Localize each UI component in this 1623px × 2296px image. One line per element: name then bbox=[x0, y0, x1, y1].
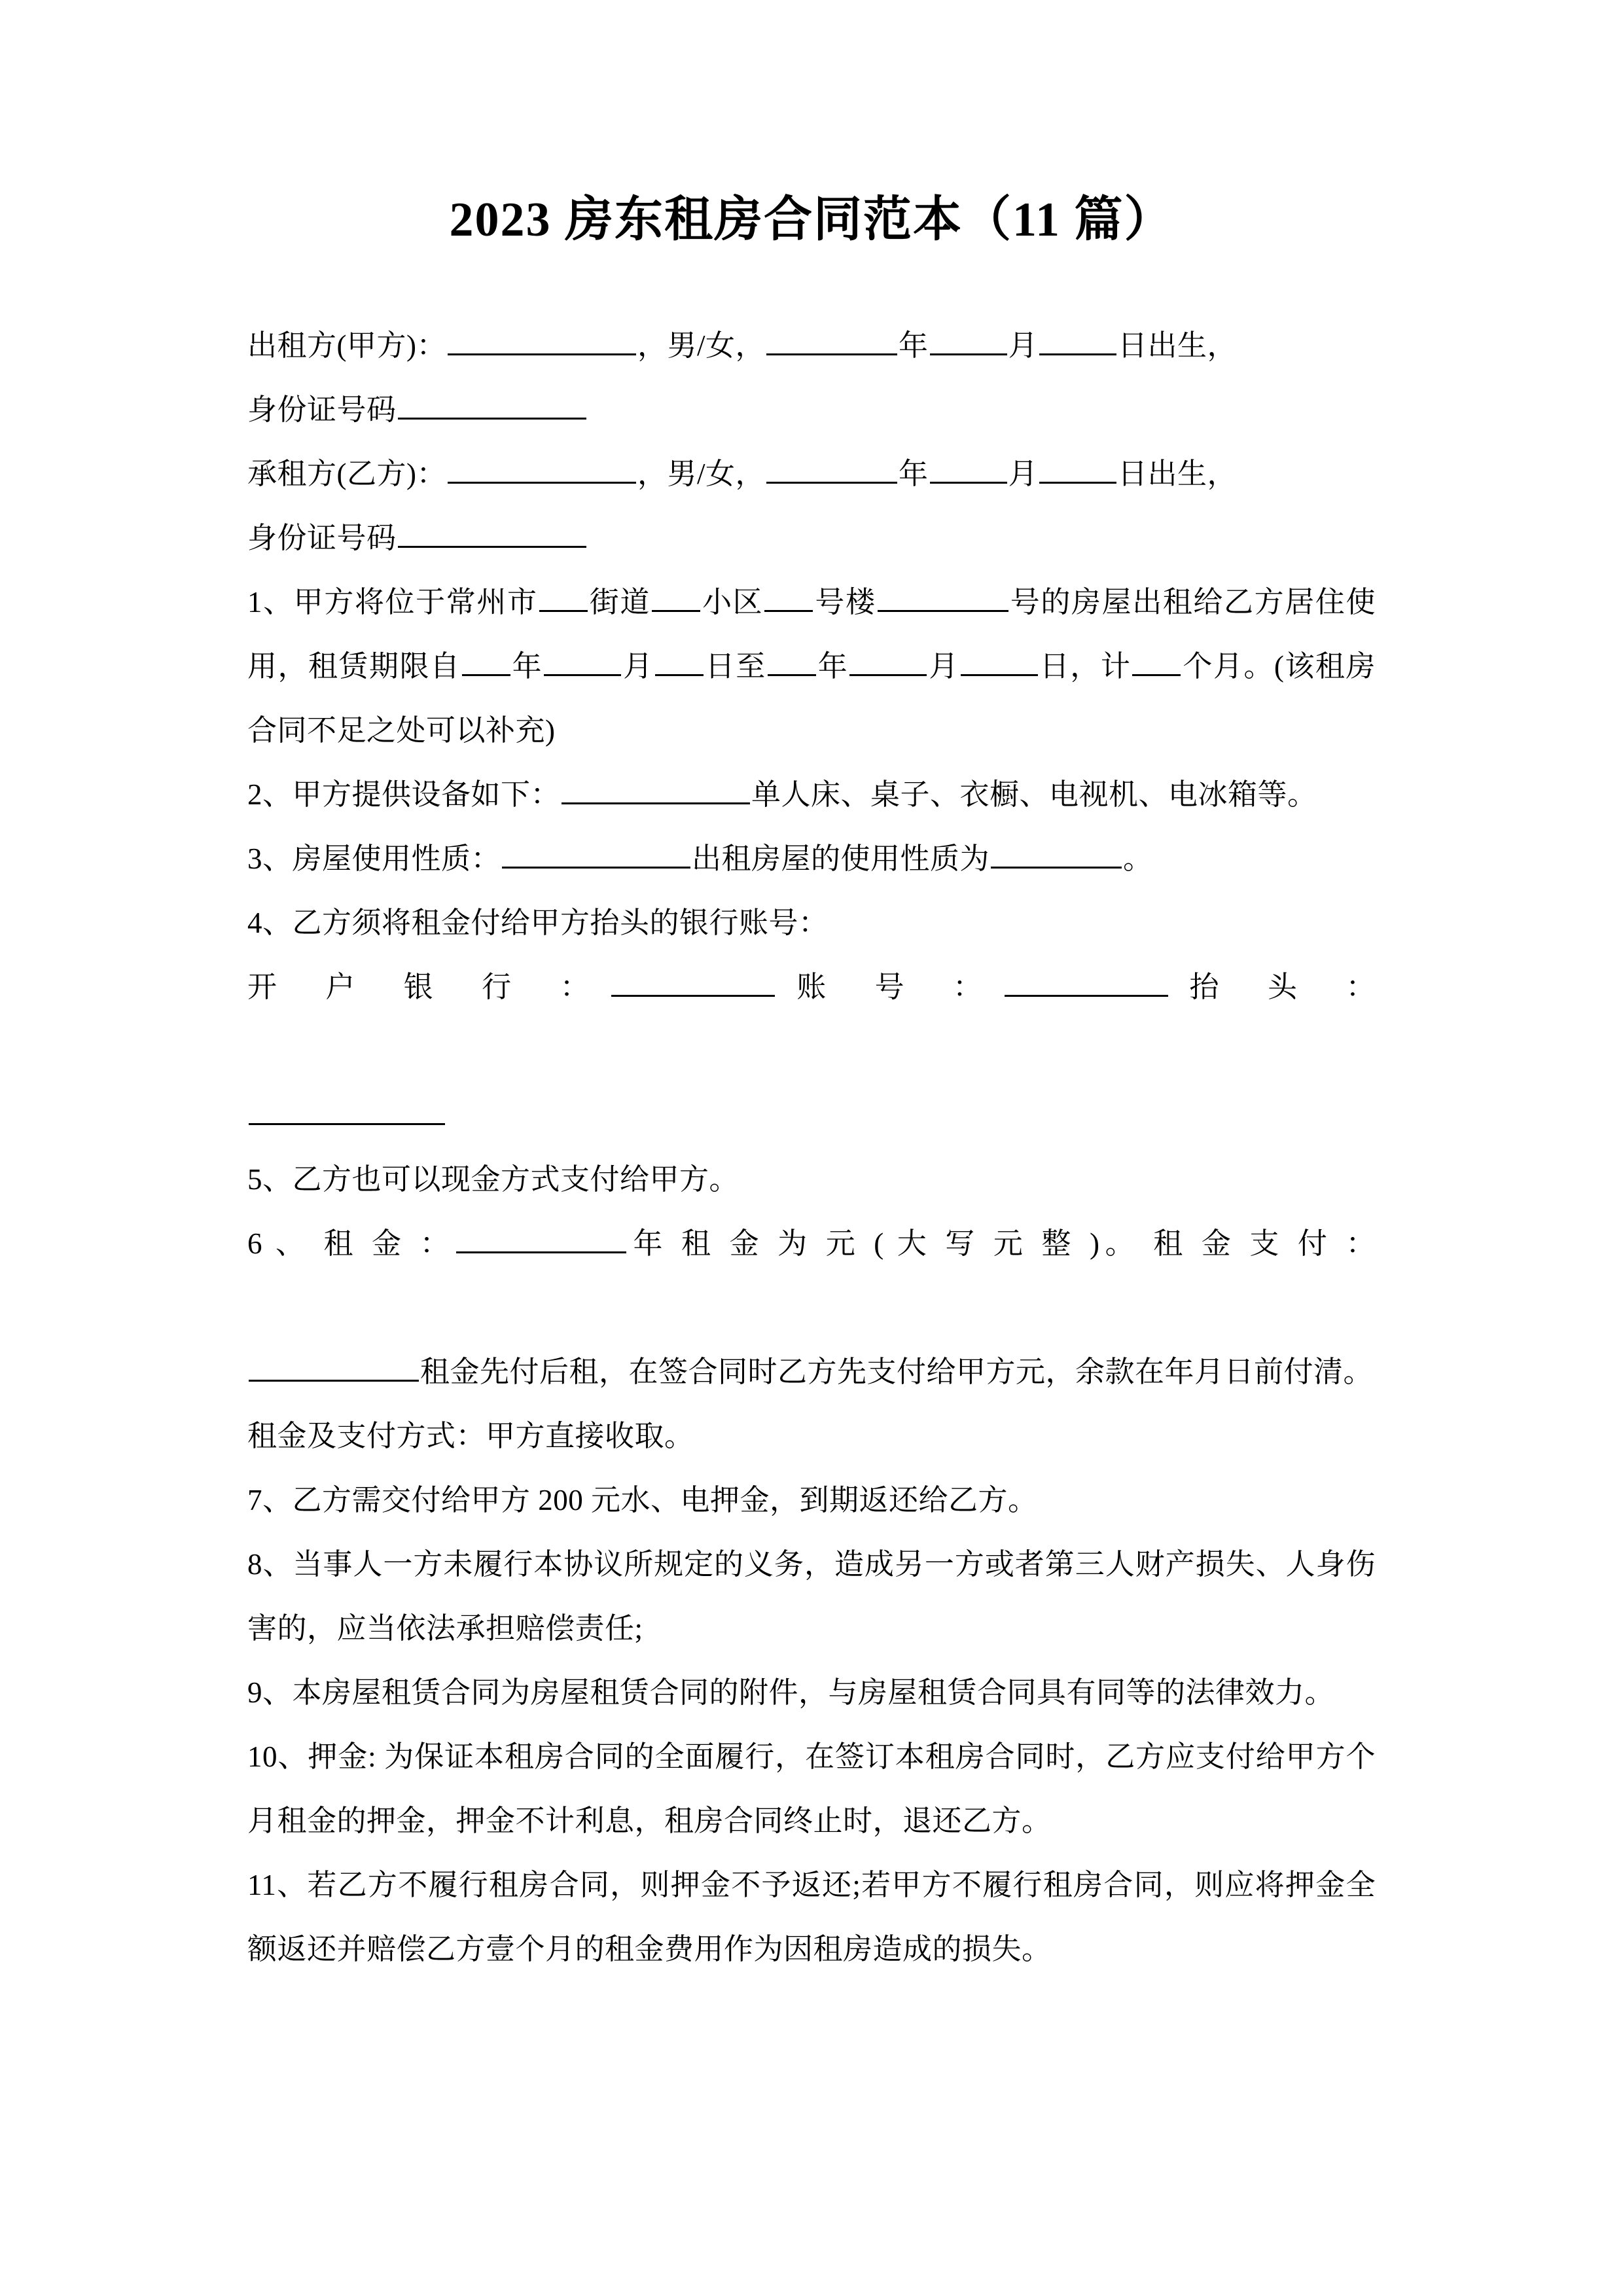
clause-1-community-blank[interactable] bbox=[652, 582, 700, 612]
clause-1-street-blank[interactable] bbox=[539, 582, 588, 612]
clause-1-t6: 月 bbox=[622, 649, 654, 683]
clause-1-end-day-blank[interactable] bbox=[961, 646, 1038, 676]
lessee-sep: ，男/女， bbox=[637, 457, 765, 490]
clause-4-payee-blank-line bbox=[247, 1083, 1376, 1147]
lessee-id-line bbox=[247, 506, 1376, 570]
clause-1-building-blank[interactable] bbox=[764, 582, 813, 612]
lessor-id-line bbox=[247, 378, 1376, 442]
lessee-id-blank[interactable] bbox=[398, 518, 586, 548]
clause-1-end-year-blank[interactable] bbox=[768, 646, 816, 676]
lessor-day-label: 日出生， bbox=[1118, 329, 1238, 362]
lessee-day-label: 日出生， bbox=[1118, 457, 1238, 490]
bank-name-label: 开 户 银 行 ： bbox=[247, 970, 611, 1003]
document-body bbox=[247, 251, 1376, 1981]
clause-1-start-month-blank[interactable] bbox=[544, 646, 621, 676]
clause-3-usage-blank[interactable] bbox=[502, 838, 690, 869]
clause-1-t1: 街道 bbox=[588, 585, 651, 619]
lessor-label: 出租方(甲方)： bbox=[247, 329, 446, 362]
clause-1-t5: 年 bbox=[511, 649, 543, 683]
clause-9: 9、本房屋租赁合同为房屋租赁合同的附件，与房屋租赁合同具有同等的法律效力。 bbox=[247, 1676, 1335, 1709]
clause-1-t9: 月 bbox=[928, 649, 959, 683]
lessor-sep: ，男/女， bbox=[637, 329, 765, 362]
clause-1-start-day-blank[interactable] bbox=[655, 646, 704, 676]
lessor-party-line bbox=[247, 314, 1376, 378]
lessee-birth-year-blank[interactable] bbox=[766, 454, 897, 484]
bank-name-blank[interactable] bbox=[611, 967, 775, 997]
clause-2-suffix: 单人床、桌子、衣橱、电视机、电冰箱等。 bbox=[751, 778, 1317, 811]
lessee-month-label: 月 bbox=[1008, 457, 1039, 490]
lessor-year-label: 年 bbox=[899, 329, 929, 362]
lessor-id-blank[interactable] bbox=[398, 389, 586, 420]
clause-1-room-blank[interactable] bbox=[878, 582, 1008, 612]
clause-1-t3: 号楼 bbox=[814, 585, 876, 619]
clause-6-payment-blank[interactable] bbox=[249, 1352, 419, 1382]
clause-6-continued bbox=[247, 1340, 1376, 1404]
clause-2-prefix: 2、甲方提供设备如下： bbox=[247, 778, 561, 811]
lessor-id-label: 身份证号码 bbox=[247, 393, 397, 426]
lessor-name-blank[interactable] bbox=[448, 325, 636, 355]
lessor-birth-year-blank[interactable] bbox=[766, 325, 897, 355]
lessee-party-line bbox=[247, 442, 1376, 506]
clause-6-prefix: 6 、 租 金 ： bbox=[247, 1227, 455, 1260]
clause-1-t4: 号的房屋出租给乙方居住使用，租赁期限自 bbox=[247, 585, 1376, 683]
clause-6-middle: 年 租 金 为 元 ( 大 写 元 整 )。 租 金 支 付 ： bbox=[628, 1227, 1376, 1260]
clause-6-tail: 租金先付后租，在签合同时乙方先支付给甲方元，余款在年月日前付清。 bbox=[420, 1355, 1374, 1388]
rent-payment-method: 租金及支付方式：甲方直接收取。 bbox=[247, 1419, 694, 1452]
clause-1-t7: 日至 bbox=[704, 649, 766, 683]
bank-account-blank[interactable] bbox=[1005, 967, 1168, 997]
clause-7: 7、乙方需交付给甲方 200 元水、电押金，到期返还给乙方。 bbox=[247, 1483, 1038, 1516]
clause-1-t11: 个月。(该租房合同不足之处可以补充) bbox=[247, 649, 1376, 747]
clause-1-end-month-blank[interactable] bbox=[849, 646, 927, 676]
bank-account-label: 账 号 ： bbox=[776, 970, 1003, 1003]
clause-4: 4、乙方须将租金付给甲方抬头的银行账号： bbox=[247, 906, 829, 939]
lessee-year-label: 年 bbox=[899, 457, 929, 490]
lessee-birth-month-blank[interactable] bbox=[930, 454, 1007, 484]
clause-8: 8、当事人一方未履行本协议所规定的义务，造成另一方或者第三人财产损失、人身伤害的，应当依法承担赔偿责任; bbox=[247, 1547, 1376, 1645]
clause-1-t10: 日，计 bbox=[1039, 649, 1132, 683]
clause-3-usage2-blank[interactable] bbox=[991, 838, 1122, 869]
page-title: 2023 房东租房合同范本（11 篇） bbox=[449, 193, 1174, 247]
lessee-name-blank[interactable] bbox=[448, 454, 636, 484]
clause-3 bbox=[247, 827, 1376, 891]
lessee-label: 承租方(乙方)： bbox=[247, 457, 446, 490]
clause-3-middle: 出租房屋的使用性质为 bbox=[692, 842, 990, 875]
bank-payee-label: 抬 头 ： bbox=[1169, 970, 1376, 1003]
clause-10: 10、押金: 为保证本租房合同的全面履行，在签订本租房合同时，乙方应支付给甲方个月租金的押金，押金不计利息，租房合同终止时，退还乙方。 bbox=[247, 1740, 1376, 1837]
clause-11: 11、若乙方不履行租房合同，则押金不予返还;若甲方不履行租房合同，则应将押金全额返还并赔偿乙方壹个月的租金费用作为因租房造成的损失。 bbox=[247, 1868, 1376, 1965]
clause-1-prefix: 1、甲方将位于常州市 bbox=[247, 585, 538, 619]
clause-1-t2: 小区 bbox=[701, 585, 764, 619]
clause-1-t8: 年 bbox=[817, 649, 849, 683]
clause-1 bbox=[247, 570, 1376, 762]
clause-5: 5、乙方也可以现金方式支付给甲方。 bbox=[247, 1162, 740, 1196]
lessor-month-label: 月 bbox=[1008, 329, 1039, 362]
lessor-birth-month-blank[interactable] bbox=[930, 325, 1007, 355]
clause-6-rent-blank[interactable] bbox=[456, 1223, 626, 1253]
clause-3-prefix: 3、房屋使用性质： bbox=[247, 842, 501, 875]
clause-3-suffix: 。 bbox=[1123, 842, 1153, 875]
bank-payee-blank[interactable] bbox=[249, 1095, 445, 1125]
clause-1-start-year-blank[interactable] bbox=[462, 646, 510, 676]
lessor-birth-day-blank[interactable] bbox=[1039, 325, 1116, 355]
clause-6 bbox=[247, 1211, 1376, 1340]
clause-1-months-blank[interactable] bbox=[1132, 646, 1181, 676]
lessee-id-label: 身份证号码 bbox=[247, 521, 397, 554]
clause-2 bbox=[247, 762, 1376, 827]
lessee-birth-day-blank[interactable] bbox=[1039, 454, 1116, 484]
clause-2-equipment-blank[interactable] bbox=[562, 774, 750, 804]
clause-4-bank-fields bbox=[247, 955, 1376, 1083]
